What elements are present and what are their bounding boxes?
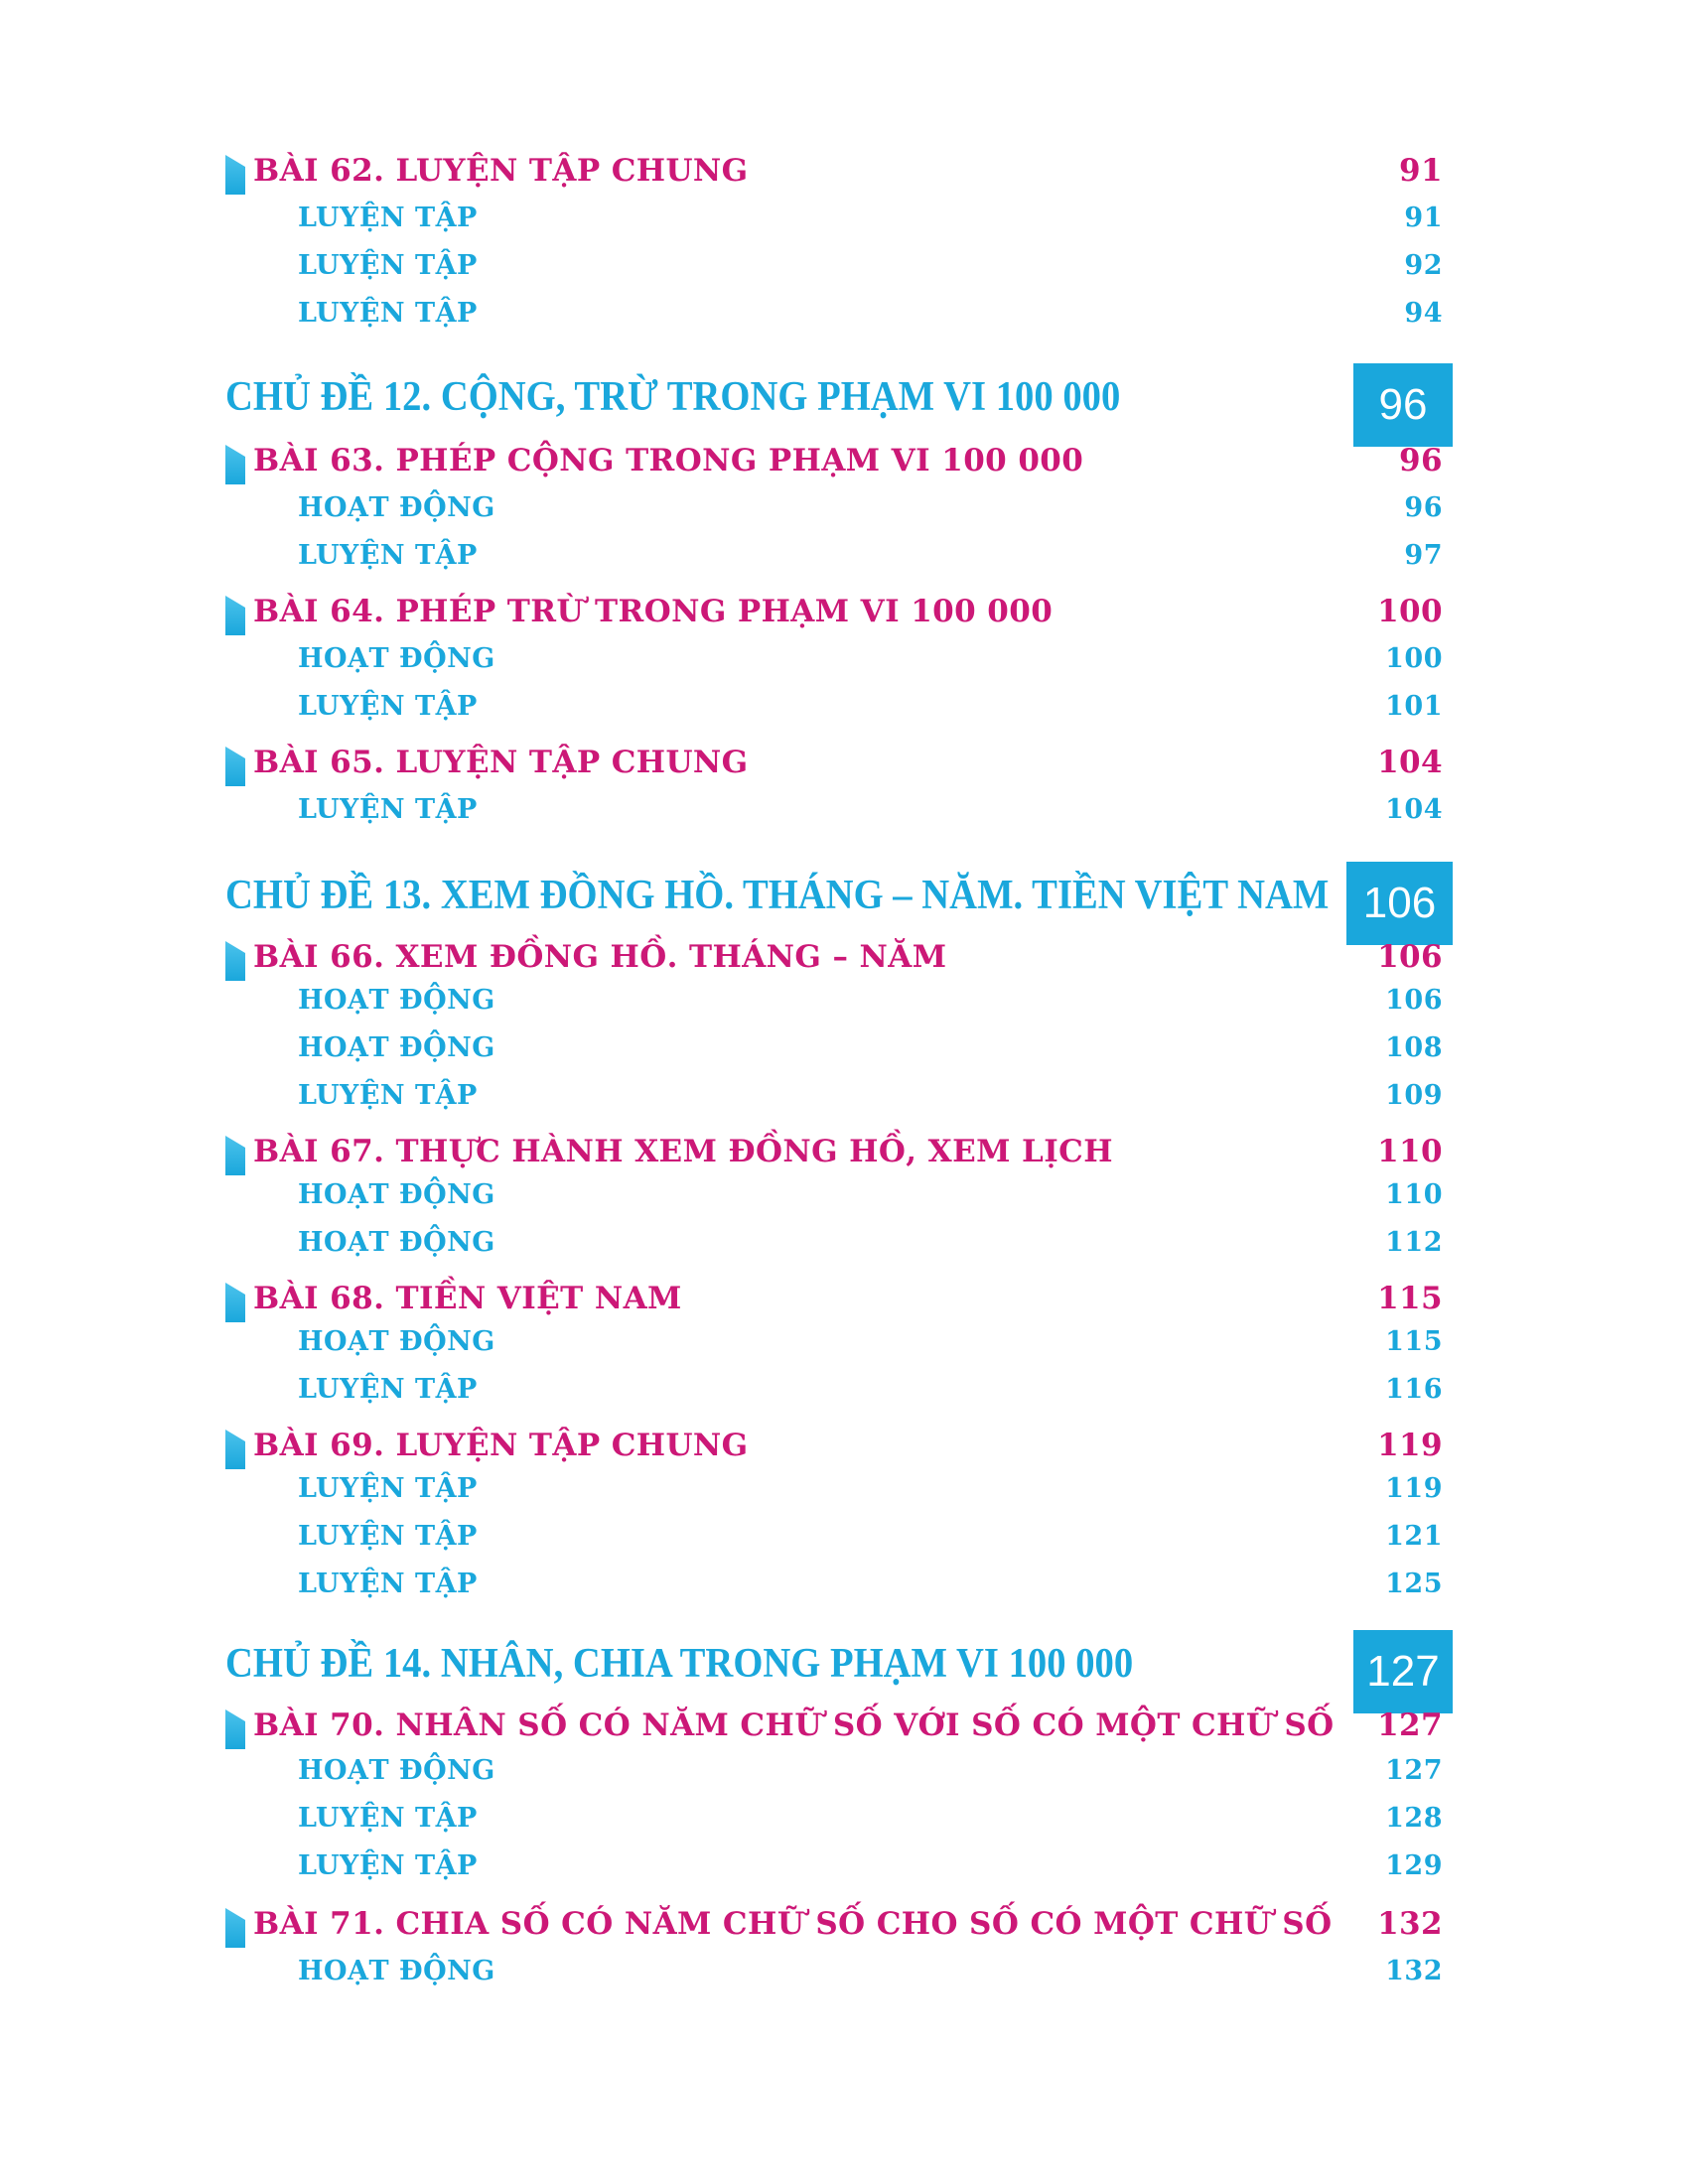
sub-label: LUYỆN TẬP <box>298 691 478 722</box>
sub-label: HOẠT ĐỘNG <box>298 985 495 1016</box>
sub-label: LUYỆN TẬP <box>298 1803 478 1834</box>
sub-page: 112 <box>1385 1227 1443 1258</box>
lesson-page: 132 <box>1377 1906 1443 1942</box>
sub-label: LUYỆN TẬP <box>298 794 478 825</box>
sub-page: 129 <box>1385 1850 1443 1881</box>
bookmark-icon <box>225 155 245 195</box>
lesson-title: BÀI 68. TIỀN VIỆT NAM <box>253 1281 682 1316</box>
lesson-title: BÀI 66. XEM ĐỒNG HỒ. THÁNG – NĂM <box>253 939 947 975</box>
sub-label: LUYỆN TẬP <box>298 203 478 233</box>
sub-page: 128 <box>1385 1803 1443 1834</box>
bookmark-icon <box>225 596 245 635</box>
lesson-title: BÀI 64. PHÉP TRỪ TRONG PHẠM VI 100 000 <box>253 594 1054 629</box>
sub-page: 110 <box>1385 1179 1443 1210</box>
sub-label: LUYỆN TẬP <box>298 1080 478 1111</box>
lesson-page: 110 <box>1377 1134 1443 1169</box>
sub-label: LUYỆN TẬP <box>298 298 478 329</box>
topic-title: CHỦ ĐỀ 12. CỘNG, TRỪ TRONG PHẠM VI 100 000 <box>225 374 1121 420</box>
sub-label: HOẠT ĐỘNG <box>298 1179 495 1210</box>
lesson-page: 96 <box>1399 443 1443 478</box>
bookmark-icon <box>225 1283 245 1322</box>
sub-page: 115 <box>1385 1326 1443 1357</box>
lesson-title: BÀI 71. CHIA SỐ CÓ NĂM CHỮ SỐ CHO SỐ CÓ MỘT CHỮ SỐ <box>253 1906 1333 1942</box>
sub-label: HOẠT ĐỘNG <box>298 1032 495 1063</box>
bookmark-icon <box>225 445 245 484</box>
sub-page: 109 <box>1385 1080 1443 1111</box>
sub-label: LUYỆN TẬP <box>298 1473 478 1504</box>
bookmark-icon <box>225 941 245 981</box>
sub-page: 97 <box>1404 540 1443 571</box>
topic-page-badge: 96 <box>1353 363 1453 447</box>
bookmark-icon <box>225 1709 245 1749</box>
bookmark-icon <box>225 1136 245 1175</box>
sub-page: 106 <box>1385 985 1443 1016</box>
sub-label: HOẠT ĐỘNG <box>298 1326 495 1357</box>
sub-page: 104 <box>1385 794 1443 825</box>
bookmark-icon <box>225 1908 245 1948</box>
lesson-title: BÀI 62. LUYỆN TẬP CHUNG <box>253 153 749 189</box>
lesson-page: 106 <box>1377 939 1443 975</box>
sub-label: LUYỆN TẬP <box>298 540 478 571</box>
topic-title: CHỦ ĐỀ 14. NHÂN, CHIA TRONG PHẠM VI 100 000 <box>225 1641 1134 1687</box>
bookmark-icon <box>225 1430 245 1469</box>
sub-page: 119 <box>1385 1473 1443 1504</box>
sub-page: 116 <box>1385 1374 1443 1405</box>
sub-page: 127 <box>1385 1755 1443 1786</box>
sub-page: 96 <box>1404 492 1443 523</box>
sub-label: HOẠT ĐỘNG <box>298 492 495 523</box>
lesson-page: 115 <box>1377 1281 1443 1316</box>
sub-label: HOẠT ĐỘNG <box>298 643 495 674</box>
sub-page: 92 <box>1404 250 1443 281</box>
lesson-title: BÀI 65. LUYỆN TẬP CHUNG <box>253 745 749 780</box>
sub-label: LUYỆN TẬP <box>298 250 478 281</box>
sub-page: 94 <box>1404 298 1443 329</box>
lesson-title: BÀI 70. NHÂN SỐ CÓ NĂM CHỮ SỐ VỚI SỐ CÓ MỘT CHỮ SỐ <box>253 1707 1335 1743</box>
sub-page: 121 <box>1385 1521 1443 1552</box>
sub-page: 91 <box>1404 203 1443 233</box>
sub-page: 100 <box>1385 643 1443 674</box>
sub-label: HOẠT ĐỘNG <box>298 1227 495 1258</box>
lesson-page: 91 <box>1399 153 1443 189</box>
topic-page-badge: 127 <box>1353 1630 1453 1713</box>
sub-page: 101 <box>1385 691 1443 722</box>
sub-label: HOẠT ĐỘNG <box>298 1956 495 1986</box>
lesson-title: BÀI 67. THỰC HÀNH XEM ĐỒNG HỒ, XEM LỊCH <box>253 1134 1113 1169</box>
sub-page: 125 <box>1385 1569 1443 1599</box>
topic-title: CHỦ ĐỀ 13. XEM ĐỒNG HỒ. THÁNG – NĂM. TIỀN VIỆT NAM <box>225 873 1330 918</box>
sub-label: LUYỆN TẬP <box>298 1850 478 1881</box>
lesson-page: 127 <box>1377 1707 1443 1743</box>
sub-label: LUYỆN TẬP <box>298 1569 478 1599</box>
lesson-page: 104 <box>1377 745 1443 780</box>
lesson-title: BÀI 69. LUYỆN TẬP CHUNG <box>253 1428 749 1463</box>
sub-page: 108 <box>1385 1032 1443 1063</box>
sub-page: 132 <box>1385 1956 1443 1986</box>
lesson-page: 100 <box>1377 594 1443 629</box>
bookmark-icon <box>225 747 245 786</box>
topic-page-badge: 106 <box>1346 862 1453 945</box>
sub-label: LUYỆN TẬP <box>298 1374 478 1405</box>
sub-label: HOẠT ĐỘNG <box>298 1755 495 1786</box>
lesson-page: 119 <box>1377 1428 1443 1463</box>
lesson-title: BÀI 63. PHÉP CỘNG TRONG PHẠM VI 100 000 <box>253 443 1084 478</box>
sub-label: LUYỆN TẬP <box>298 1521 478 1552</box>
